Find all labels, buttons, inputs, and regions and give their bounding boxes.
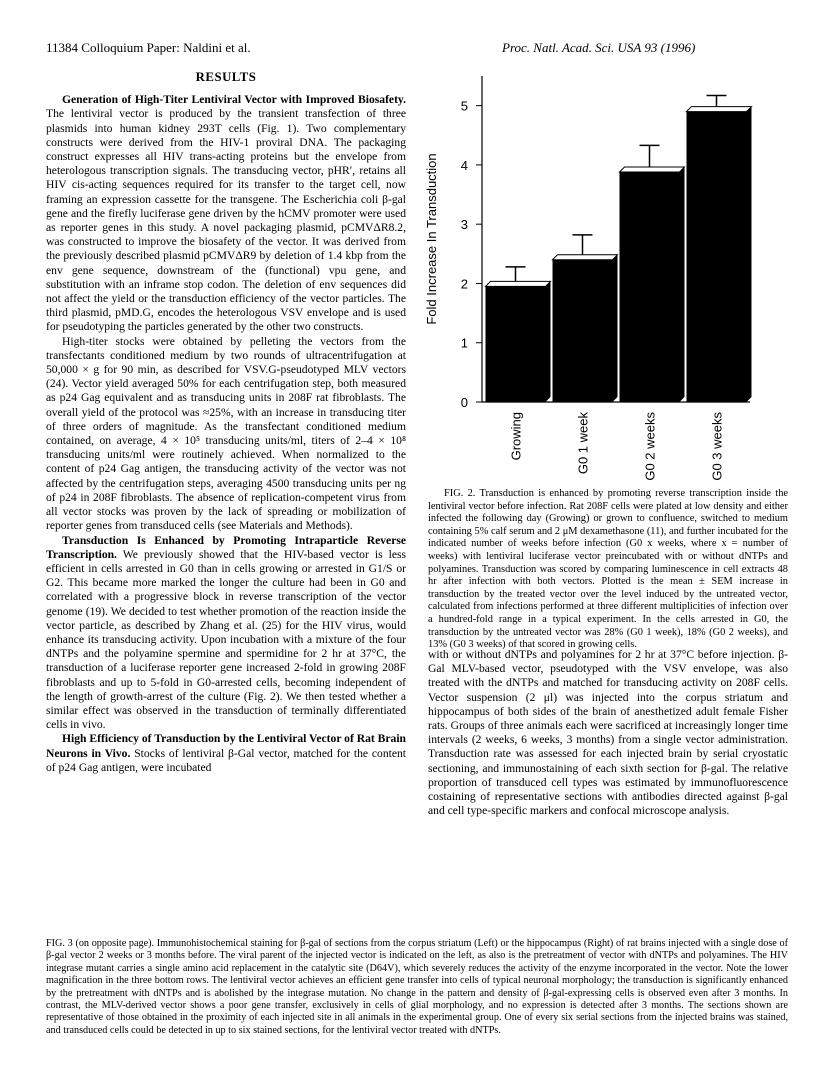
y-tick-label: 3 [460,217,468,233]
y-tick-label: 2 [460,276,468,292]
y-tick-label: 1 [460,335,468,351]
figure-2-caption [428,488,788,652]
x-tick-label: G0 2 weeks [642,412,658,481]
figure-3-caption [46,938,788,1037]
bar-side [546,281,551,402]
paragraph-4 [46,732,406,775]
y-tick-label: 4 [460,157,468,173]
paragraph-1 [46,93,406,334]
paragraph-2-text: High-titer stocks were obtained by pelleting the vectors from the transfectants conditioned medium by two rounds of ultracentrifugation at 50,000 × g for 90 min, as described for VSV.G-pseudotyped MLV vectors (24). Vector yield averaged 50% for each centrifugation step, both measured as p24 Gag equivalent and as transducing units in 208F rat fibroblasts. The overall yield of the protocol was ≈25%, with an increase in transducing titer of three orders of magnitude. As the transfectant conditioned medium contained, on average, 4 × 10⁵ transducing units/ml, titers of 2–4 × 10⁸ transducing units/ml were routinely achieved. When normalized to the content of p24 Gag antigen, the transducing activity of the vector was not affected by the centrifugation steps, averaging 4500 transducing units per ng of p24 in 208F fibroblasts. The absence of replication-competent virus from all vector stocks was proven by the lack of spreading or mobilization of reporter genes from transduced cells (see Materials and Methods). [46,334,406,533]
paragraph-3 [46,534,406,733]
run-in-heading-4: High Efficiency of Transduction by the Lentiviral Vector of Rat Brain Neurons in Vivo. [46,732,406,760]
bar-top [620,167,685,172]
page-header-left: 11384 Colloquium Paper: Naldini et al. [46,40,251,55]
bar-side [747,107,752,402]
bar [553,260,613,402]
bar-top [486,281,551,286]
bar-top [687,107,752,112]
left-column [46,70,406,775]
y-axis-label: Fold Increase In Transduction [424,153,439,325]
paragraph-3-text: We previously showed that the HIV-based vector is less efficient in cells arrested in G0 than in cells growing or arrested in G1/S or G2. This became more marked the longer the culture had been in G0 and correlated with a progressive block in reverse transcription of the vector genome (19). We decided to test whether promotion of the reaction inside the vector particle, as described by Zhang et al. (25) for the HIV virus, would enhance its transducing activity. Upon incubation with a mixture of the four dNTPs and the polyamine spermine and spermidine for 2 hr at 37°C, the transduction of a luciferase reporter gene increased 2-fold in growing 208F fibroblasts and up to 5-fold in G0-arrested cells, becoming independent of the length of growth-arrest of the culture (Fig. 2). We then tested whether a similar effect was observed in the transduction of terminally differentiated cells in vivo. [46,547,406,732]
x-tick-label: Growing [508,412,524,461]
section-title: RESULTS [195,70,257,84]
run-in-heading-1: Generation of High-Titer Lentiviral Vector with Improved Biosafety. [62,93,406,107]
x-tick-label: G0 1 week [575,412,591,475]
right-column-text: with or without dNTPs and polyamines for 2 hr at 37°C before injection. β-Gal MLV-based vector, pseudotyped with the VSV envelope, was also treated with the dNTPs and matched for transducing activity on 208F cells. Vector suspension (2 μl) was injected into the corpus striatum and hippocampus of both sides of the brain of anesthetized adult female Fisher rats. Groups of three animals each were sacrificed at increasingly longer time intervals (2 weeks, 6 weeks, 3 months) from a single vector administration. Transduction rate was assessed for each injected brain by serial cryostatic sectioning, and immunostaining of each sixth section for β-gal. The relative proportion of transduced cell types was estimated by immunofluorescence costaining of representative sections with antibodies directed against β-gal and cell type-specific markers and confocal microscope analysis. [428,648,788,818]
x-tick-label: G0 3 weeks [709,412,725,481]
figure-3-caption-text: FIG. 3 (on opposite page). Immunohistochemical staining for β-gal of sections from the corpus striatum (Left) or the hippocampus (Right) of rat brains injected with a single dose of β-gal vector 2 weeks or 3 months before. The viral parent of the injected vector is indicated on the left, as also is the pretreatment of vector with dNTPs and polyamines. The HIV integrase mutant carries a single amino acid replacement in the catalytic site (D64V), which severely reduces the activity of the enzyme incorporated in the vector. Note the lower magnification in the three bottom rows. The lentiviral vector achieves an efficient gene transfer into cells of typical neuronal morphology; the transduction is significantly enhanced by the pretreatment with dNTPs and is abolished by the integrase mutation. No change in the pattern and density of β-gal-expressing cells is observed even after 3 months. In contrast, the MLV-derived vector shows a poor gene transfer, exclusively in cells of glial morphology, and no expression is detected after 3 months. The sections shown are representative of those obtained in the proximity of each injected site in all animals in the experimental group. One of every six serial sections from the injected brains was stained, and transduced cells could be detected in up to six stained sections, for the lentiviral vector treated with dNTPs. [46,938,788,1036]
bar [486,286,546,402]
bar-side [613,255,618,402]
paragraph-1-text: The lentiviral vector is produced by the transient transfection of three plasmids into human kidney 293T cells (Fig. 1). Two complementary constructs were derived from the HIV-1 proviral DNA. The packaging construct expresses all HIV trans-acting proteins but the envelope from heterologous transcription signals. The transducing vector, pHR′, retains all HIV cis-acting sequences required for its transfer to the target cell, now framing an expression cassette for the transgene. The Escherichia coli β-gal gene and the firefly luciferase gene driven by the hCMV promoter were used as reporter genes in this study. A novel packaging plasmid, pCMVΔR8.2, was constructed to improve the biosafety of the vector. It was derived from the previously described plasmid pCMVΔR9 by deletion of 1.4 kbp from the env gene sequence, downstream of the (functional) vpu gene, and substitution with an inframe stop codon. The deletion of env sequences did not affect the yield or the transduction efficiency of the vector particles. The third plasmid, pMD.G, encodes the heterologous VSV envelope and is used for pseudotyping the particles generated by the other two constructs. [46,107,406,334]
bar-side [680,167,685,402]
bar-top [553,255,618,260]
right-column [428,648,788,818]
bar [620,172,680,402]
y-tick-label: 5 [460,98,468,114]
page-header-right: Proc. Natl. Acad. Sci. USA 93 (1996) [502,40,696,55]
y-tick-label: 0 [460,395,468,410]
figure-2-caption-text: FIG. 2. Transduction is enhanced by promoting reverse transcription inside the lentiviral vector before infection. Rat 208F cells were plated at low density and either infected the following day (Growing) or grown to confluence, switched to medium containing 5% calf serum and 2 μM dexamethasone (11), and further incubated for the indicated number of weeks before infection (G0 x weeks, where x = number of weeks) with lentiviral luciferase vector preincubated with or without dNTPs and polyamines. Transduction was scored by comparing luminescence in cell extracts 48 hr after infection with both vectors. Plotted is the mean ± SEM increase in transduction by the treated vector over the level induced by the untreated vector, calculated from infections performed at three different multiplicities of infection over a hundred-fold range in a typical experiment. In the cells arrested in G0, the transduction by the untreated vector was 28% (G0 1 week), 18% (G0 2 weeks), and 13% (G0 3 weeks) of that scored in growing cells. [428,488,788,651]
figure-2-bar-chart [420,60,790,490]
run-in-heading-3: Transduction Is Enhanced by Promoting Intraparticle Reverse Transcription. [46,533,406,561]
bar [687,112,747,402]
paragraph-2 [46,335,406,534]
paragraph-4-text: Stocks of lentiviral β-Gal vector, matched for the content of p24 Gag antigen, were incubated [46,746,407,774]
